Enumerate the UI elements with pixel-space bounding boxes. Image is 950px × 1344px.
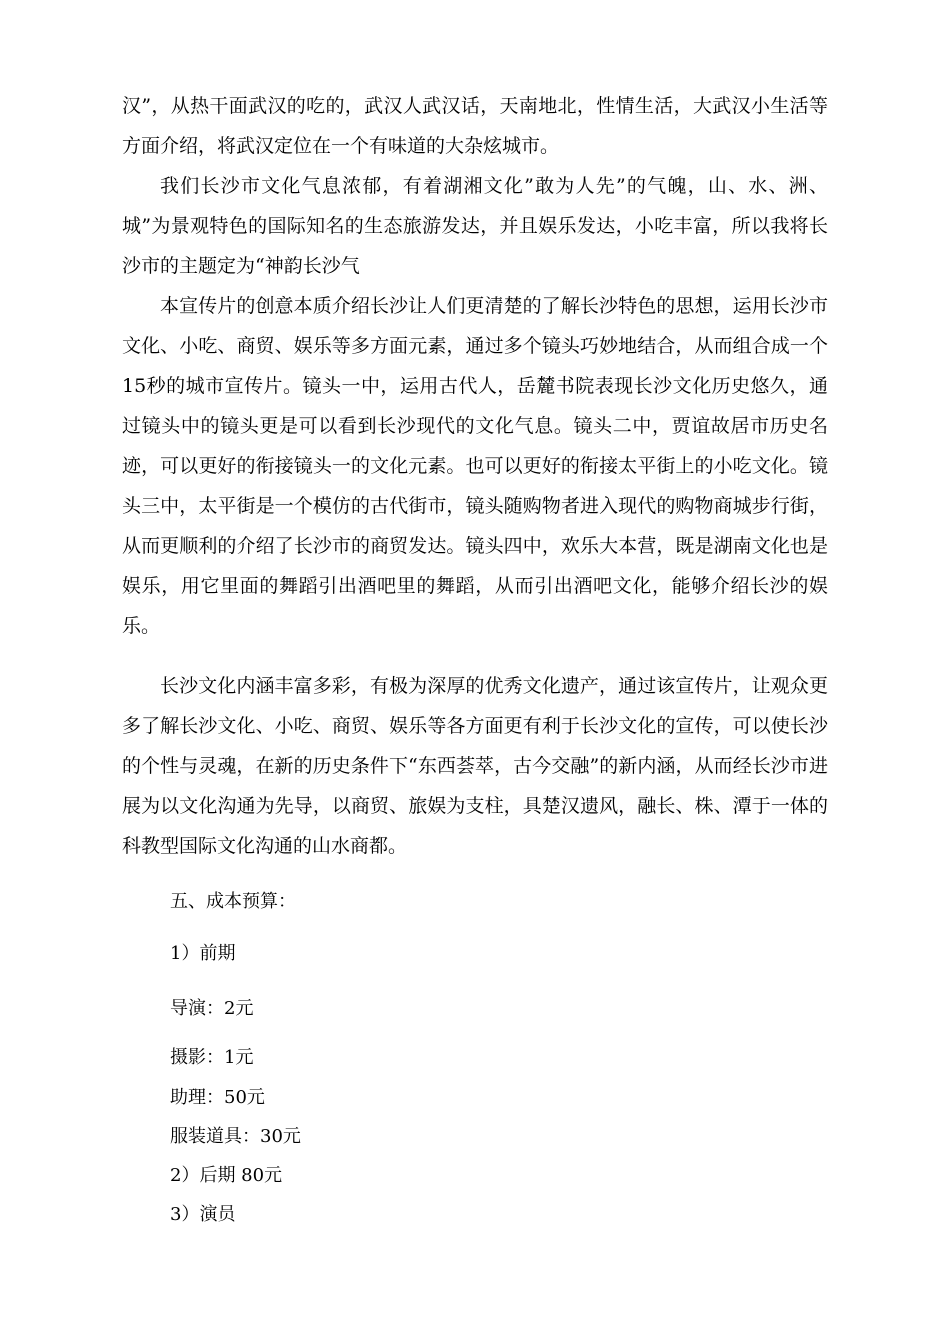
budget-item-director: 导演：2元 <box>170 998 254 1019</box>
budget-item-preproduction: 1）前期 <box>170 943 236 964</box>
paragraph-changsha-theme: 我们长沙市文化气息浓郁，有着湖湘文化”敢为人先”的气魄，山、水、洲、城”为景观特色的国际知名的生态旅游发达，并且娱乐发达，小吃丰富，所以我将长沙市的主题定为“神韵长沙气 <box>122 175 828 277</box>
paragraph-wuhan: 汉”，从热干面武汉的吃的，武汉人武汉话，天南地北，性情生活，大武汉小生活等方面介绍，将武汉定位在一个有味道的大杂炫城市。 <box>122 95 828 157</box>
budget-heading: 五、成本预算： <box>170 891 296 912</box>
budget-item-assistant: 助理：50元 <box>170 1087 265 1108</box>
paragraph-cultural-value: 长沙文化内涵丰富多彩，有极为深厚的优秀文化遗产，通过该宣传片，让观众更多了解长沙文化、小吃、商贸、娱乐等各方面更有利于长沙文化的宣传，可以使长沙的个性与灵魂，在新的历史条件下“东西荟萃，古今交融”的新内涵，从而经长沙市进展为以文化沟通为先导，以商贸、旅娱为支柱，具楚汉遗风，融长、株、潭于一体的科教型国际文化沟通的山水商都。 <box>122 675 828 857</box>
budget-item-costume-props: 服装道具：30元 <box>170 1126 301 1147</box>
budget-item-photography: 摄影：1元 <box>170 1047 254 1068</box>
budget-item-postproduction: 2）后期 80元 <box>170 1165 283 1186</box>
paragraph-creative-concept: 本宣传片的创意本质介绍长沙让人们更清楚的了解长沙特色的思想，运用长沙市文化、小吃、商贸、娱乐等多方面元素，通过多个镜头巧妙地结合，从而组合成一个15秒的城市宣传片。镜头一中，运用古代人，岳麓书院表现长沙文化历史悠久，通过镜头中的镜头更是可以看到长沙现代的文化气息。镜头二中，贾谊故居市历史名迹，可以更好的衔接镜头一的文化元素。也可以更好的衔接太平街上的小吃文化。镜头三中，太平街是一个模仿的古代街市，镜头随购物者进入现代的购物商城步行街，从而更顺利的介绍了长沙市的商贸发达。镜头四中，欢乐大本营，既是湖南文化也是娱乐，用它里面的舞蹈引出酒吧里的舞蹈，从而引出酒吧文化，能够介绍长沙的娱乐。 <box>122 295 828 637</box>
budget-item-actors: 3）演员 <box>170 1204 236 1225</box>
